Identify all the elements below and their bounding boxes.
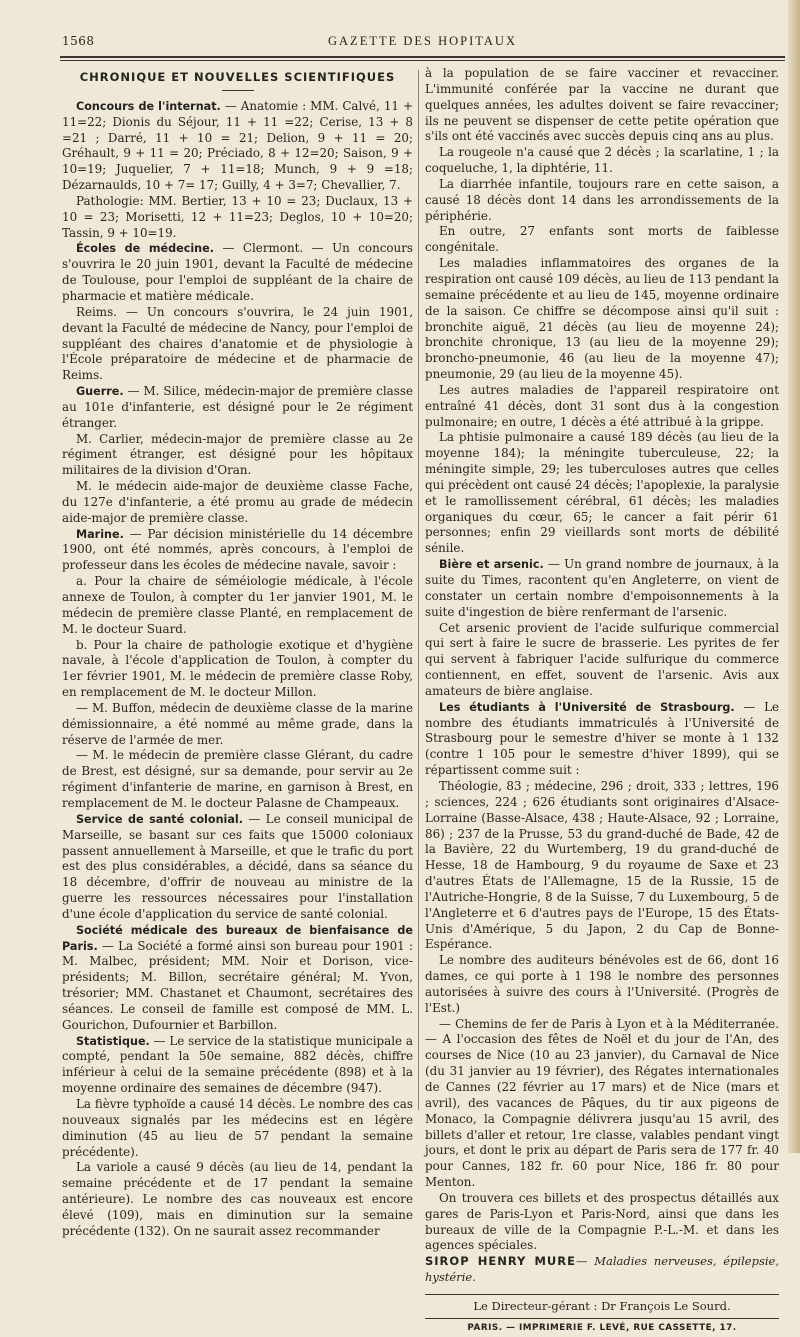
advertisement-description: — Maladies nerveuses, épilepsie, hystérie. [425,1254,779,1285]
paragraph-text: Reims. — Un concours s'ouvrira, le 24 juin 1901, devant la Faculté de médecine de Nancy, pour l'emploi de suppléant des chaires d'anatomie et de physiologie à l'École préparatoire de médecine et de pharmacie de Reims. [62,304,413,383]
paragraph-text: — Chemins de fer de Paris à Lyon et à la Méditerranée. — A l'occasion des fêtes de Noël et du jour de l'An, des courses de Nice (10 au 23 janvier), du Carnaval de Nice (du 31 janvier au 19 février), des Régates internationales de Cannes (22 février au 17 mars) et de Nice (mars et avril), des vacances de Pâques, du tir aux pigeons de Monaco, la Compagnie délivrera jusqu'au 15 avril, des billets d'aller et retour, 1re classe, valables pendant vingt jours, et dont le prix au départ de Paris sera de 177 fr. 40 pour Cannes, 182 fr. 60 pour Nice, 186 fr. 80 pour Menton. [425,1016,779,1190]
header-rule-thin [60,60,785,61]
paragraph-heading: Bière et arsenic. [439,558,544,572]
printer-line: PARIS. — IMPRIMERIE F. LEVÉ, RUE CASSETTE, 17. [467,1322,737,1333]
paragraph [425,430,779,557]
paragraph [425,145,779,177]
paragraph-text: — Par décision ministérielle du 14 décembre 1900, ont été nommés, après concours, à l'emploi de professeur dans les écoles de médecine navale, savoir : [62,526,413,573]
left-column [62,66,413,1240]
paragraph-heading: Société médicale des bureaux de bienfaisance de Paris. [62,923,413,953]
paragraph [425,66,779,145]
paragraph [62,527,413,575]
paragraph-text: En outre, 27 enfants sont morts de faiblesse congénitale. [425,224,779,255]
paragraph-heading: Écoles de médecine. [76,242,214,256]
paragraph-text: La variole a causé 9 décès (au lieu de 14, pendant la semaine précédente et de 17 pendant la semaine antérieure). Le nombre des cas nouveaux est encore élevé (109), mais en diminution sur la semaine précédente (132). On ne saurait assez recommander [62,1160,413,1238]
paragraph [62,1097,413,1160]
paragraph [62,479,413,527]
paragraph-text: — Anatomie : MM. Calvé, 11 + 11=22; Dionis du Séjour, 11 + 11 =22; Cerise, 13 + 8 =21 ; Darré, 11 + 10 = 21; Delion, 9 + 11 = 20; Gréhault, 9 + 11 = 20; Préciado, 8 + 12=20; Saison, 9 + 10=19; Juquelier, 7 + 11=18; Munch, 9 + 9 =18; Dézarnaulds, 10 + 7= 17; Guilly, 4 + 3=7; Chevallier, 7. [62,98,413,193]
paragraph [425,224,779,256]
journal-title: GAZETTE DES HOPITAUX [328,34,517,48]
paragraph [62,194,413,242]
page-edge [788,0,800,1153]
paragraph-text: — M. Silice, médecin-major de première classe au 101e d'infanterie, est désigné pour le 2e régiment étranger. [62,384,413,430]
paragraph-text: Les autres maladies de l'appareil respiratoire ont entraîné 41 décès, dont 31 sont dus à la congestion pulmonaire; en outre, 1 décès a été attribué à la grippe. [425,382,779,429]
paragraph-text: Théologie, 83 ; médecine, 296 ; droit, 333 ; lettres, 196 ; sciences, 224 ; 626 étudiants sont originaires d'Alsace-Lorraine (Basse-Alsace, 438 ; Haute-Alsace, 92 ; Lorraine, 86) ; 237 de la Prusse, 53 du grand-duché de Bade, 42 de la Bavière, 22 du Wurtemberg, 19 du grand-duché de Hesse, 18 de Hambourg, 9 du royaume de Saxe et 23 d'autres États de l'Allemagne, 15 de la Russie, 15 de l'Autriche-Hongrie, 8 de la Suisse, 7 du Luxembourg, 5 de l'Angleterre et 6 d'autres pays de l'Europe, 15 des États-Unis d'Amérique, 5 du Japon, 2 du Cap de Bonne-Espérance. [425,778,779,952]
paragraph [62,638,413,701]
paragraph-text: — Un grand nombre de journaux, à la suite du Times, racontent qu'en Angleterre, on vient de constater un certain nombre d'empoisonnements à la suite d'ingestion de bière renfermant de l'arsenic. [425,557,779,619]
paragraph [62,812,413,923]
paragraph [62,384,413,432]
paragraph-heading: Les étudiants à l'Université de Strasbourg. [439,700,735,714]
paragraph-text: La fièvre typhoïde a causé 14 décès. Le nombre des cas nouveaux signalés par les médecins est en légère diminution (45 au lieu de 57 pendant la semaine précédente). [62,1097,413,1159]
paragraph-text: La phtisie pulmonaire a causé 189 décès (au lieu de la moyenne 184); la méningite tuberculeuse, 22; la méningite simple, 29; les tuberculoses autres que celles qui précèdent ont causé 24 décès; l'apoplexie, la paralysie et le ramollissement cérébral, 61 décès; les maladies organiques du cœur, 65; le cancer a fait périr 61 personnes; enfin 29 vieillards sont morts de débilité sénile. [425,430,779,556]
paragraph [425,700,779,779]
paragraph [62,99,413,194]
paragraph-text: Pathologie: MM. Bertier, 13 + 10 = 23; Duclaux, 13 + 10 = 23; Morisetti, 12 + 11=23; Deglos, 10 + 10=20; Tassin, 9 + 10=19. [62,193,413,240]
paragraph [62,432,413,480]
paragraph-text: — Le service de la statistique municipale a compté, pendant la 50e semaine, 882 décès, chiffre inférieur à celui de la semaine précédente (898) et à la moyenne ordinaire des semaines de décembre (947). [62,1033,413,1096]
paragraph [425,621,779,700]
footer-rule-2 [425,1318,779,1319]
paragraph [62,574,413,637]
paragraph-text: Les maladies inflammatoires des organes de la respiration ont causé 109 décès, au lieu de 113 pendant la semaine précédente et au lieu de 145, moyenne ordinaire de la saison. Ce chiffre se décompose ainsi qu'il suit : bronchite aiguë, 21 décès (au lieu de moyenne 24); bronchite chronique, 13 (au lieu de la moyenne 29); broncho-pneumonie, 46 (au lieu de la moyenne 47); pneumonie, 29 (au lieu de la moyenne 45). [425,256,779,382]
paragraph-text: — Le conseil municipal de Marseille, se basant sur ces faits que 15000 coloniaux passent annuellement à Marseille, et que le trafic du port est des plus considérables, a décidé, dans sa séance du 18 décembre, d'offrir de nouveau au ministre de la guerre les ressources nécessaires pour l'installation d'une école d'application du service de santé colonial. [62,811,413,921]
page-header [60,30,785,52]
paragraph-heading: Marine. [76,527,124,541]
paragraph-text: M. Carlier, médecin-major de première classe au 2e régiment étranger, est désigné pour les hôpitaux militaires de la division d'Oran. [62,431,413,478]
section-rule [222,90,254,91]
paragraph-text: a. Pour la chaire de séméiologie médicale, à l'école annexe de Toulon, à compter du 1er janvier 1901, M. le médecin de première classe Planté, en remplacement de M. le docteur Suard. [62,574,413,636]
paragraph-text: M. le médecin aide-major de deuxième classe Fache, du 127e d'infanterie, a été promu au grade de médecin aide-major de première classe. [62,479,413,525]
paragraph [62,701,413,749]
section-title: CHRONIQUE ET NOUVELLES SCIENTIFIQUES [79,70,396,84]
paragraph [62,1034,413,1097]
paragraph-text: — La Société a formé ainsi son bureau pour 1901 : M. Malbec, président; MM. Noir et Dorison, vice-présidents; M. Billon, secrétaire général; M. Yvon, trésorier; MM. Chastanet et Chaumont, secrétaires des séances. Le conseil de famille est composé de MM. L. Gourichon, Dufournier et Barbillon. [62,938,413,1032]
paragraph [62,241,413,304]
paragraph-heading: Concours de l'internat. [76,99,221,113]
paragraph-text: — Le nombre des étudiants immatriculés à l'Université de Strasbourg pour le semestre d'hiver se monte à 1 132 (contre 1 105 pour le semestre d'hiver 1899), qui se répartissent comme suit : [425,699,780,778]
paragraph [425,1191,779,1254]
paragraph [425,557,779,620]
right-column [425,66,779,1337]
advertisement-name: SIROP HENRY MURE [425,1254,576,1269]
footer-rule [425,1294,779,1295]
header-rule-thick [60,56,785,58]
paragraph-text: — M. Buffon, médecin de deuxième classe de la marine démissionnaire, a été nommé au même grade, dans la réserve de l'armée de mer. [62,700,413,747]
paragraph-text: La diarrhée infantile, toujours rare en cette saison, a causé 18 décès dont 14 dans les arrondissements de la périphérie. [425,176,779,223]
paragraph [425,953,779,1016]
column-separator [418,70,419,1110]
paragraph-text: b. Pour la chaire de pathologie exotique et d'hygiène navale, à l'école d'application de Toulon, à compter du 1er février 1901, M. le médecin de première classe Roby, en remplacement de M. le docteur Millon. [62,637,413,700]
paragraph [425,383,779,431]
paragraph-text: Le nombre des auditeurs bénévoles est de 66, dont 16 dames, ce qui porte à 1 198 le nombre des personnes autorisées à suivre des cours à l'Université. (Progrès de l'Est.) [425,953,779,1015]
paragraph-text: — M. le médecin de première classe Glérant, du cadre de Brest, est désigné, sur sa demande, pour servir au 2e régiment d'infanterie de marine, en garnison à Brest, en remplacement de M. le docteur Palasne de Champeaux. [62,748,413,810]
paragraph [62,305,413,384]
paragraph-text: On trouvera ces billets et des prospectus détaillés aux gares de Paris-Lyon et Paris-Nord, ainsi que dans les bureaux de ville de la Compagnie P.-L.-M. et dans les agences spéciales. [425,1190,779,1253]
paragraph [425,177,779,225]
paragraph-heading: Guerre. [76,385,124,399]
paragraph-text: Cet arsenic provient de l'acide sulfurique commercial qui sert à faire le sucre de brasserie. Les pyrites de fer qui servent à fabriquer l'acide sulfurique du commerce contiennent, en effet, souvent de l'arsenic. Avis aux amateurs de bière anglaise. [425,620,779,698]
paragraph [62,1160,413,1239]
page-number: 1568 [62,34,95,48]
paragraph-text: La rougeole n'a causé que 2 décès ; la scarlatine, 1 ; la coqueluche, 1, la diphtérie, 11. [425,145,779,176]
advertisement [425,1254,779,1286]
director-line: Le Directeur-gérant : Dr François Le Sourd. [473,1298,731,1313]
paragraph-text: — Clermont. — Un concours s'ouvrira le 20 juin 1901, devant la Faculté de médecine de Toulouse, pour l'emploi de suppléant de la chaire de pharmacie et matière médicale. [62,241,413,303]
paragraph [62,748,413,811]
paragraph [425,1017,779,1191]
paragraph [425,256,779,383]
paragraph-heading: Statistique. [76,1034,150,1048]
paragraph-heading: Service de santé colonial. [76,812,243,826]
paragraph [425,779,779,953]
paragraph-text: à la population de se faire vacciner et revacciner. L'immunité conférée par la vaccine ne durant que quelques années, les adultes doivent se faire revacciner; ils ne peuvent se dispenser de cette petite opération que s'ils ont été vaccinés avec succès depuis cinq ans au plus. [425,66,779,144]
paragraph [62,923,413,1034]
